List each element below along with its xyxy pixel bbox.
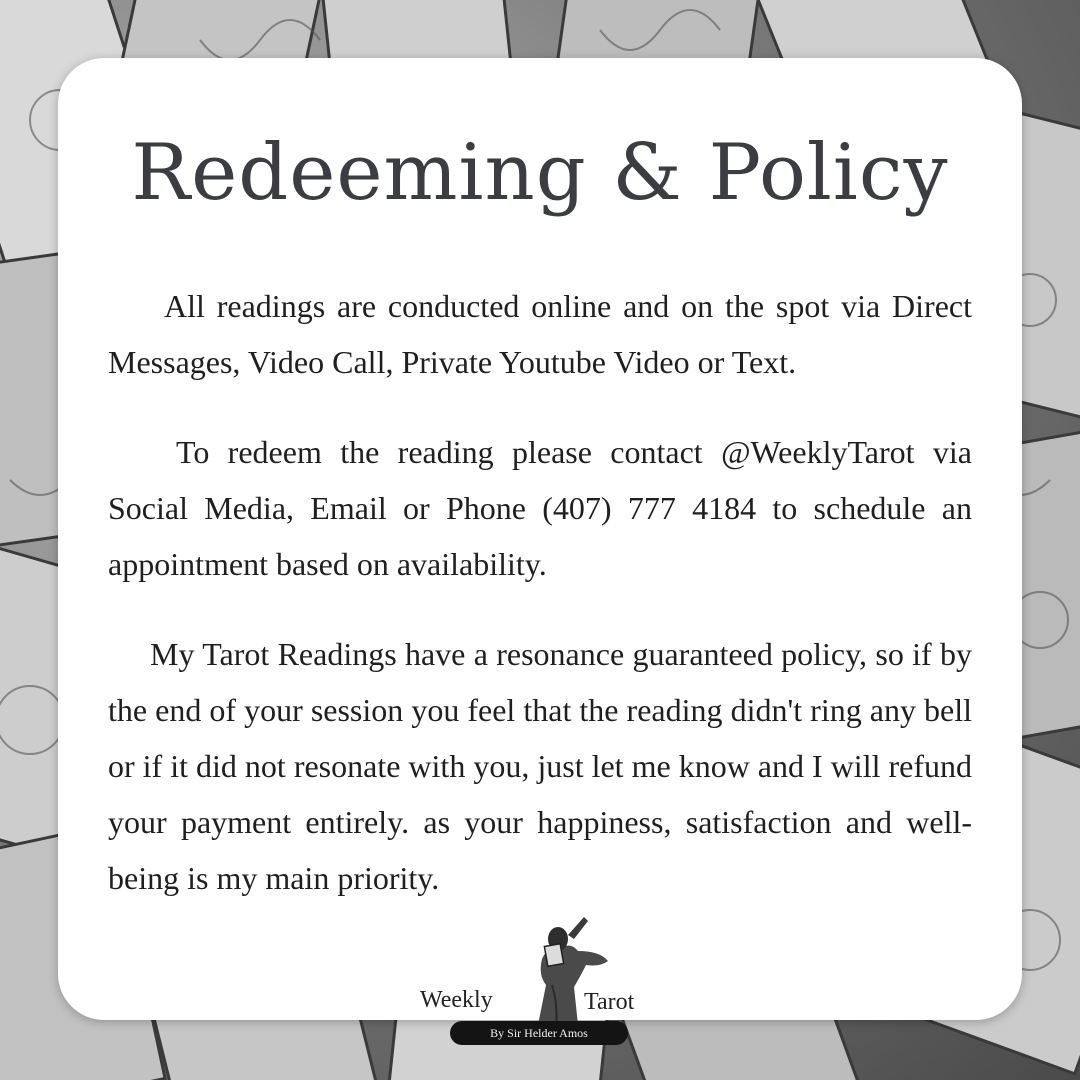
- logo-word-weekly: Weekly: [420, 987, 493, 1013]
- paragraph-redeem-instructions-text: To redeem the reading please contact @WeeklyTarot via Social Media, Email or Phone (407) 777 4184 to schedule an appointment based on availability.: [108, 434, 972, 582]
- paragraph-refund-policy-text: My Tarot Readings have a resonance guaranteed policy, so if by the end of your session you feel that the reading didn't ring any bell or if it did not resonate with you, just let me know and I will refund your payment entirely. as your happiness, satisfaction and well-being is my main priority.: [108, 636, 972, 896]
- weekly-tarot-logo: [420, 915, 650, 1047]
- paragraph-refund-policy: [108, 626, 972, 906]
- paragraph-online-readings: [108, 278, 972, 390]
- paragraph-online-readings-text: All readings are conducted online and on the spot via Direct Messages, Video Call, Private Youtube Video or Text.: [108, 288, 972, 380]
- logo-word-tarot: Tarot: [584, 989, 635, 1015]
- page-title: Redeeming & Policy: [131, 128, 949, 218]
- paragraph-redeem-instructions: [108, 424, 972, 592]
- byline-badge: By Sir Helder Amos: [450, 1021, 628, 1045]
